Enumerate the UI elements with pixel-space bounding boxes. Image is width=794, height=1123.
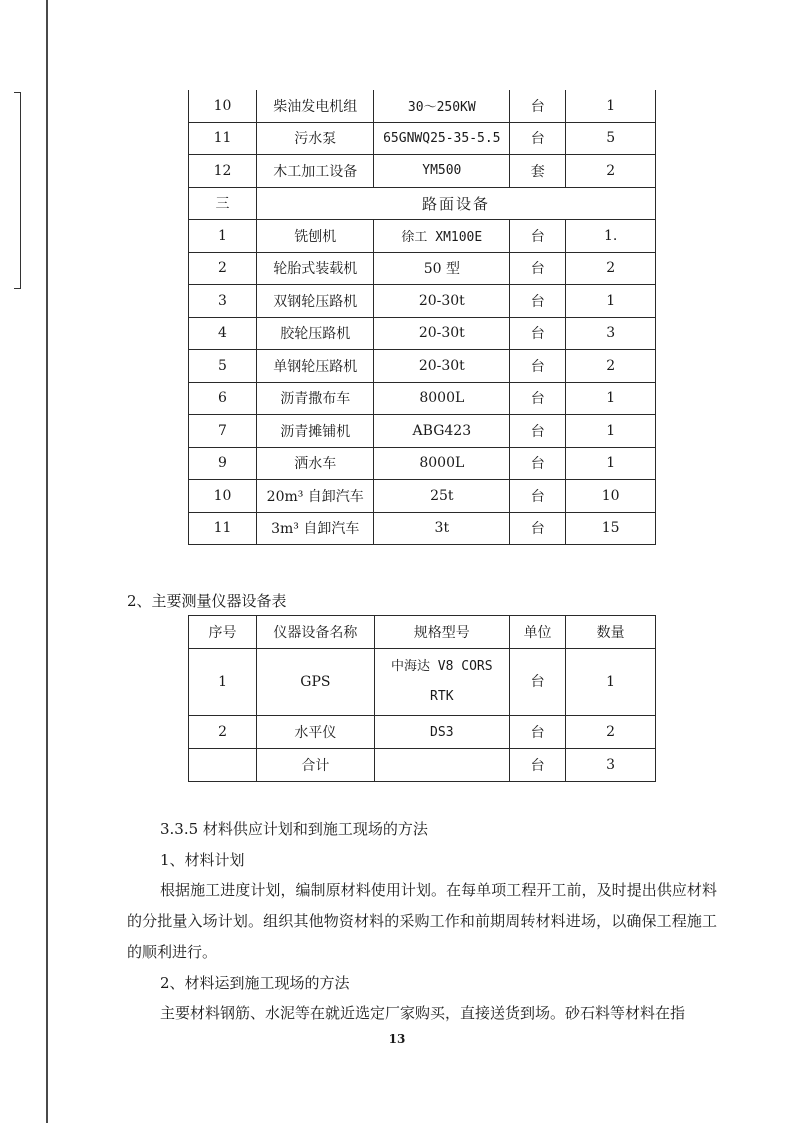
table-row — [189, 716, 656, 749]
cell-unit: 台 — [510, 350, 566, 383]
equipment-table-continued — [188, 90, 656, 545]
subheading: 1、材料计划 — [160, 851, 245, 869]
cell-qty: 1 — [566, 285, 656, 318]
cell-spec: 30～250KW — [374, 90, 510, 122]
cell-qty: 1 — [566, 382, 656, 415]
cell-spec: 8000L — [374, 447, 510, 480]
cell-qty: 1 — [566, 90, 656, 122]
cell-spec: 20-30t — [374, 350, 510, 383]
cell-unit: 台 — [510, 382, 566, 415]
table-row — [189, 350, 656, 383]
header-unit: 单位 — [509, 616, 565, 649]
table-row — [189, 415, 656, 448]
cell-name: 木工加工设备 — [257, 155, 374, 188]
cell-spec: 8000L — [374, 382, 510, 415]
table-row — [189, 480, 656, 513]
section-number: 三 — [189, 187, 257, 220]
cell-unit: 台 — [510, 512, 566, 545]
cell-name: 水平仪 — [257, 716, 375, 749]
cell-no: 12 — [189, 155, 257, 188]
cell-unit: 台 — [509, 716, 565, 749]
measuring-instruments-table — [188, 615, 656, 782]
table-row — [189, 252, 656, 285]
cell-unit: 台 — [510, 122, 566, 155]
cell-unit: 台 — [509, 649, 565, 716]
cell-name: GPS — [257, 649, 375, 716]
margin-bracket-mark — [14, 92, 21, 289]
cell-name: 20m³ 自卸汽车 — [257, 480, 374, 513]
cell-unit: 套 — [510, 155, 566, 188]
cell-name: 胶轮压路机 — [257, 317, 374, 350]
cell-qty: 2 — [566, 252, 656, 285]
cell-no — [189, 749, 257, 782]
scan-edge-line — [46, 0, 48, 1123]
cell-unit: 台 — [510, 447, 566, 480]
cell-no: 7 — [189, 415, 257, 448]
cell-qty: 5 — [566, 122, 656, 155]
cell-name: 沥青撒布车 — [257, 382, 374, 415]
cell-name: 轮胎式装载机 — [257, 252, 374, 285]
cell-spec: 20-30t — [374, 285, 510, 318]
table-total-row — [189, 749, 656, 782]
table-row — [189, 90, 656, 122]
table-row — [189, 512, 656, 545]
cell-spec-line: 中海达 V8 CORS — [390, 659, 493, 674]
paragraph: 主要材料钢筋、水泥等在就近选定厂家购买，直接送货到场。砂石料等材料在指 — [160, 1004, 686, 1022]
table-header-row — [189, 616, 656, 649]
cell-qty: 1 — [566, 447, 656, 480]
header-qty: 数量 — [566, 616, 656, 649]
measuring-table-title: 2、主要测量仪器设备表 — [127, 592, 287, 610]
cell-qty: 2 — [566, 155, 656, 188]
cell-spec — [374, 749, 509, 782]
cell-no: 2 — [189, 716, 257, 749]
subheading: 2、材料运到施工现场的方法 — [160, 974, 350, 992]
table-row — [189, 122, 656, 155]
cell-no: 6 — [189, 382, 257, 415]
cell-name: 洒水车 — [257, 447, 374, 480]
cell-name: 单钢轮压路机 — [257, 350, 374, 383]
cell-spec: 50 型 — [374, 252, 510, 285]
cell-qty: 3 — [566, 749, 656, 782]
table-row — [189, 220, 656, 253]
cell-unit: 台 — [510, 252, 566, 285]
cell-spec: DS3 — [374, 716, 509, 749]
cell-spec — [374, 649, 509, 716]
cell-no: 5 — [189, 350, 257, 383]
header-no: 序号 — [189, 616, 257, 649]
cell-no: 4 — [189, 317, 257, 350]
table-row — [189, 447, 656, 480]
cell-no: 1 — [189, 649, 257, 716]
cell-qty: 2 — [566, 350, 656, 383]
table-row — [189, 649, 656, 716]
cell-no: 11 — [189, 122, 257, 155]
header-name: 仪器设备名称 — [257, 616, 375, 649]
cell-unit: 台 — [510, 285, 566, 318]
cell-name: 双钢轮压路机 — [257, 285, 374, 318]
cell-spec: 3t — [374, 512, 510, 545]
table-row — [189, 317, 656, 350]
cell-spec: ABG423 — [374, 415, 510, 448]
cell-qty: 1. — [566, 220, 656, 253]
cell-name: 沥青摊铺机 — [257, 415, 374, 448]
cell-no: 2 — [189, 252, 257, 285]
table-row — [189, 155, 656, 188]
cell-spec: 20-30t — [374, 317, 510, 350]
cell-spec: 65GNWQ25-35-5.5 — [374, 122, 510, 155]
cell-spec: 徐工 XM100E — [374, 220, 510, 253]
cell-qty: 3 — [566, 317, 656, 350]
cell-spec-line: RTK — [430, 689, 454, 704]
cell-unit: 台 — [510, 220, 566, 253]
cell-qty: 10 — [566, 480, 656, 513]
cell-unit: 台 — [509, 749, 565, 782]
cell-qty: 2 — [566, 716, 656, 749]
cell-no: 10 — [189, 480, 257, 513]
table-row — [189, 382, 656, 415]
cell-name: 3m³ 自卸汽车 — [257, 512, 374, 545]
cell-no: 10 — [189, 90, 257, 122]
cell-qty: 15 — [566, 512, 656, 545]
paragraph: 根据施工进度计划，编制原材料使用计划。在每单项工程开工前，及时提出供应材料的分批量入场计划。组织其他物资材料的采购工作和前期周转材料进场，以确保工程施工的顺利进行。 — [127, 881, 717, 961]
cell-name: 铣刨机 — [257, 220, 374, 253]
header-spec: 规格型号 — [374, 616, 509, 649]
cell-total-label: 合计 — [257, 749, 375, 782]
cell-no: 3 — [189, 285, 257, 318]
cell-no: 11 — [189, 512, 257, 545]
cell-unit: 台 — [510, 480, 566, 513]
cell-name: 柴油发电机组 — [257, 90, 374, 122]
cell-name: 污水泵 — [257, 122, 374, 155]
table-row — [189, 285, 656, 318]
section-row — [189, 187, 656, 220]
cell-unit: 台 — [510, 90, 566, 122]
cell-spec: 25t — [374, 480, 510, 513]
cell-no: 9 — [189, 447, 257, 480]
cell-no: 1 — [189, 220, 257, 253]
cell-unit: 台 — [510, 317, 566, 350]
cell-spec: YM500 — [374, 155, 510, 188]
cell-qty: 1 — [566, 415, 656, 448]
cell-qty: 1 — [566, 649, 656, 716]
page-number: 13 — [388, 1032, 406, 1046]
cell-unit: 台 — [510, 415, 566, 448]
section-title: 路面设备 — [257, 187, 656, 220]
section-heading: 3.3.5 材料供应计划和到施工现场的方法 — [160, 820, 428, 838]
